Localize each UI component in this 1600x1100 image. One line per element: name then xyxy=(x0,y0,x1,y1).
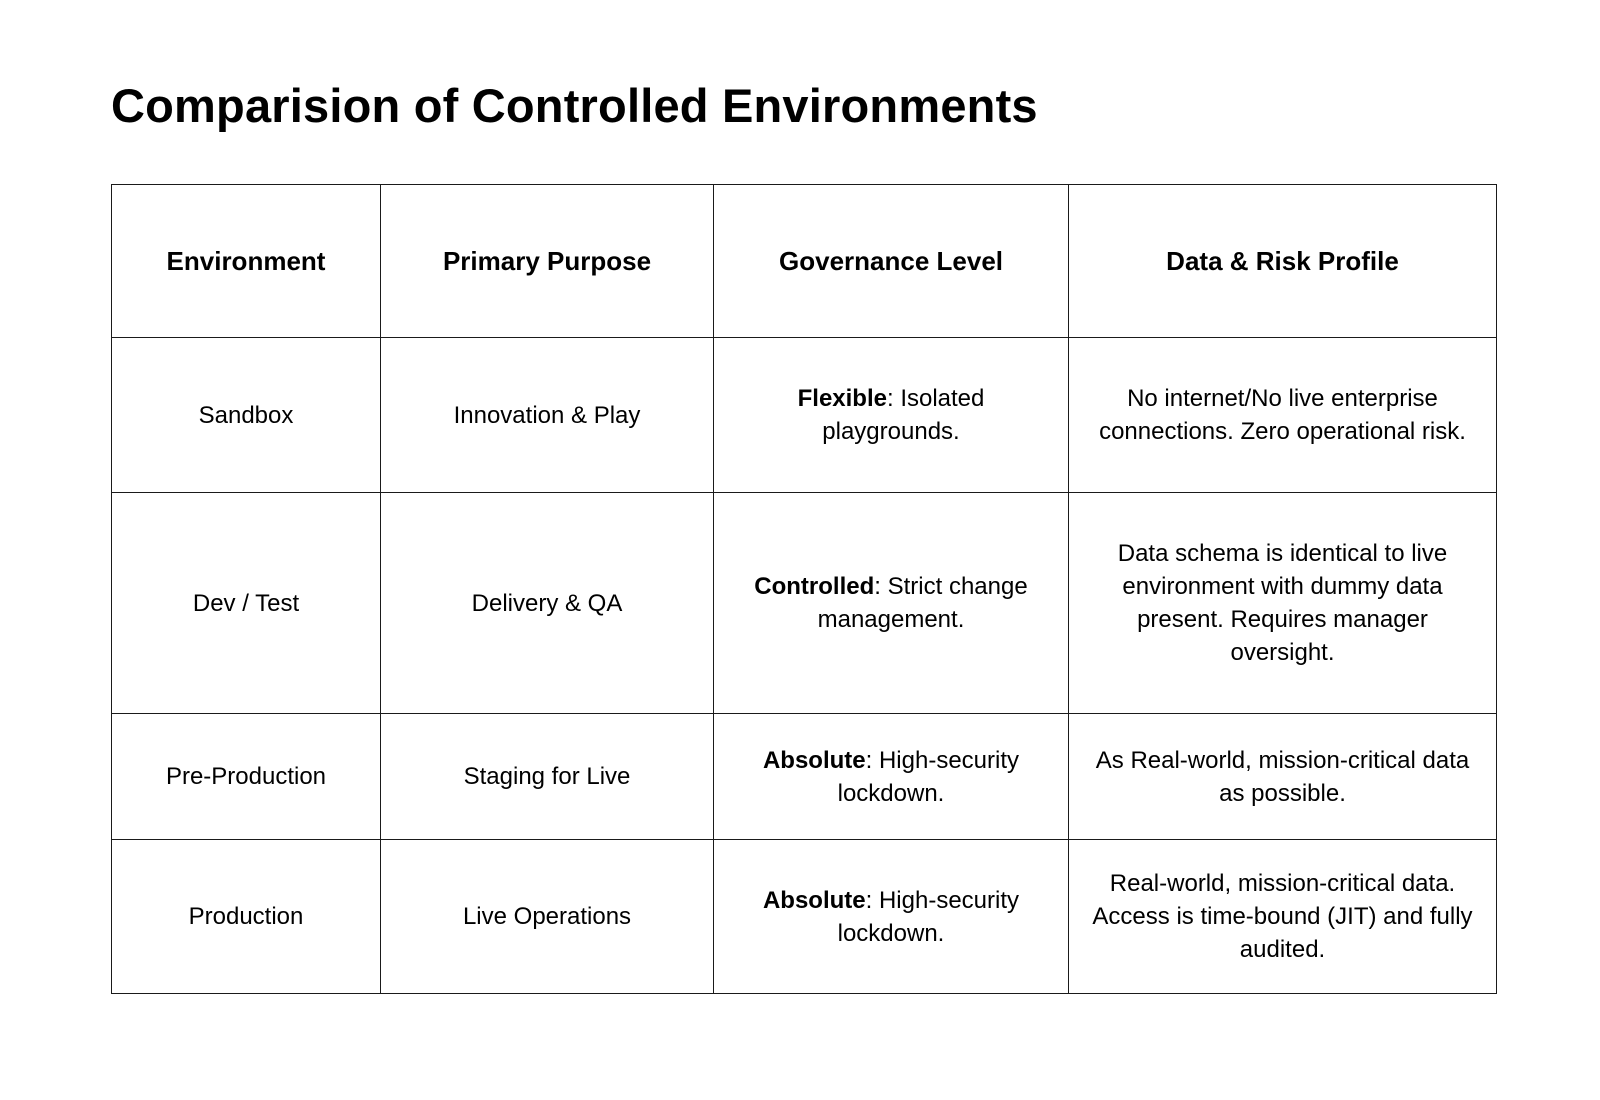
table-row xyxy=(112,714,1497,840)
table-row xyxy=(112,493,1497,714)
governance-description: : High-security lockdown. xyxy=(837,746,1020,807)
header-data-risk-profile: Data & Risk Profile xyxy=(1069,185,1497,338)
governance-description: : High-security lockdown. xyxy=(837,886,1020,947)
risk-profile-cell: No internet/No live enterprise connections. Zero operational risk. xyxy=(1069,338,1497,493)
risk-profile-cell: Data schema is identical to live environment with dummy data present. Requires manager oversight. xyxy=(1069,493,1497,714)
governance-cell xyxy=(714,338,1069,493)
purpose-cell: Delivery & QA xyxy=(381,493,714,714)
table-row xyxy=(112,840,1497,994)
header-governance-level: Governance Level xyxy=(714,185,1069,338)
governance-level-label: Controlled xyxy=(754,573,875,600)
governance-cell xyxy=(714,840,1069,994)
risk-profile-cell: As Real-world, mission-critical data as possible. xyxy=(1069,714,1497,840)
governance-level-label: Absolute xyxy=(762,886,866,914)
environment-cell: Dev / Test xyxy=(112,493,381,714)
environment-cell: Production xyxy=(112,840,381,994)
comparison-table xyxy=(111,184,1497,994)
governance-cell xyxy=(714,493,1069,714)
risk-profile-cell: Real-world, mission-critical data. Access is time-bound (JIT) and fully audited. xyxy=(1069,840,1497,994)
purpose-cell: Innovation & Play xyxy=(381,338,714,493)
governance-description: : Isolated playgrounds. xyxy=(822,385,985,445)
governance-description: : Strict change management. xyxy=(817,573,1028,633)
environment-cell: Pre-Production xyxy=(112,714,381,840)
environment-cell: Sandbox xyxy=(112,338,381,493)
table-row xyxy=(112,338,1497,493)
governance-level-label: Absolute xyxy=(762,746,866,774)
page-title: Comparision of Controlled Environments xyxy=(111,79,1038,132)
table-header-row xyxy=(112,185,1497,338)
purpose-cell: Staging for Live xyxy=(381,714,714,840)
purpose-cell: Live Operations xyxy=(381,840,714,994)
header-primary-purpose: Primary Purpose xyxy=(381,185,714,338)
header-environment: Environment xyxy=(112,185,381,338)
governance-level-label: Flexible xyxy=(797,385,887,412)
governance-cell xyxy=(714,714,1069,840)
